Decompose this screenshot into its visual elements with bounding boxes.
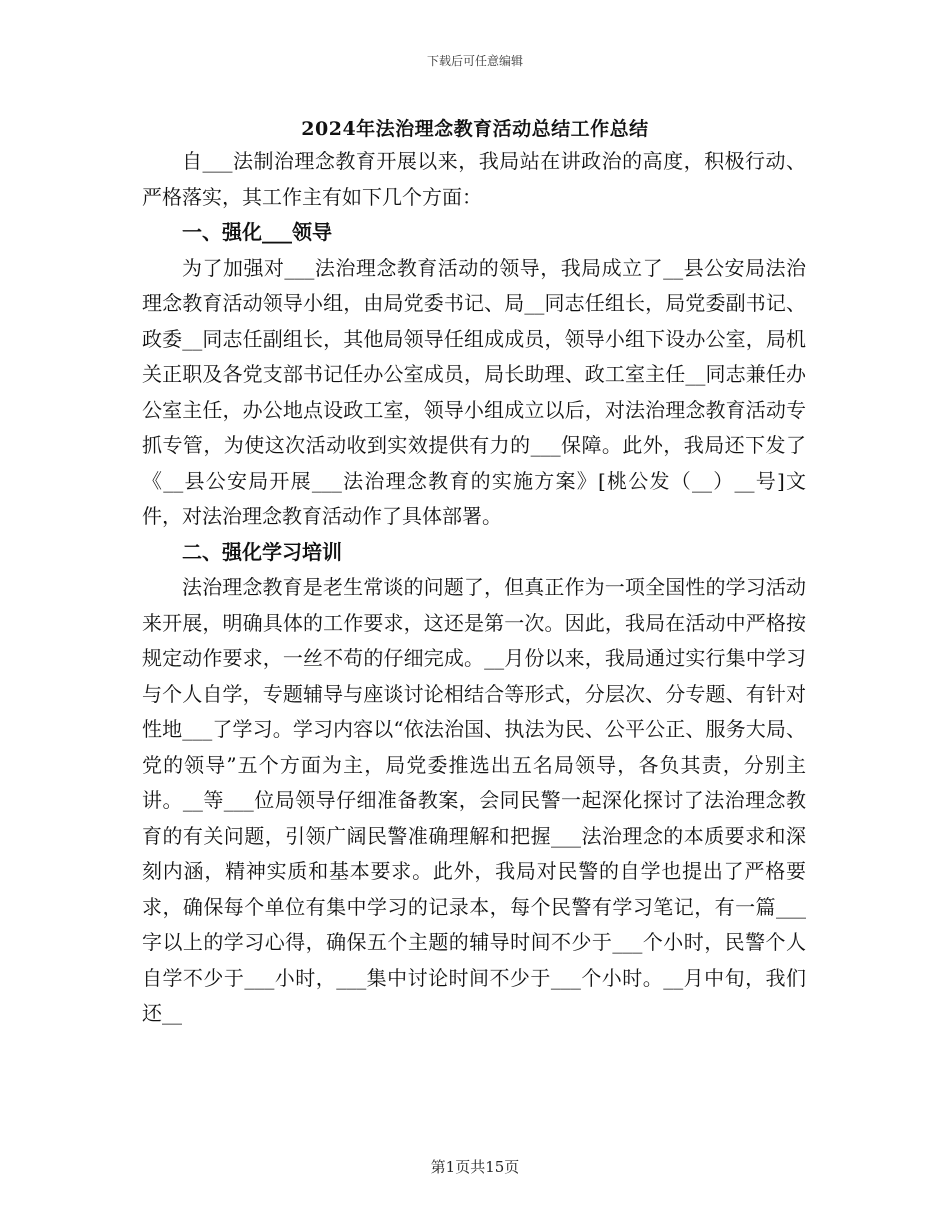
section-body-1: 为了加强对___法治理念教育活动的领导，我局成立了__县公安局法治理念教育活动领导小组，由局党委书记、局__同志任组长，局党委副书记、政委__同志任副组长，其他局领导任组成成员，领导小组下设办公室，局机关正职及各党支部书记任办公室成员，局长助理、政工室主任__同志兼任办公室主任，办公地点设政工室，领导小组成立以后，对法治理念教育活动专抓专管，为使这次活动收到实效提供有力的___保障。此外，我局还下发了《__县公安局开展___法治理念教育的实施方案》[桃公发（__）__号]文件，对法治理念教育活动作了具体部署。 (142, 255, 806, 528)
page-number-footer: 第1页共15页 (430, 1158, 520, 1176)
section-body-2: 法治理念教育是老生常谈的问题了，但真正作为一项全国性的学习活动来开展，明确具体的工作要求，这还是第一次。因此，我局在活动中严格按规定动作要求，一丝不苟的仔细完成。__月份以来，我局通过实行集中学习与个人自学，专题辅导与座谈讨论相结合等形式，分层次、分专题、有针对性地___了学习。学习内容以“依法治国、执法为民、公平公正、服务大局、党的领导”五个方面为主，局党委推选出五名局领导，各负其责，分别主讲。__等___位局领导仔细准备教案，会同民警一起深化探讨了法治理念教育的有关问题，引领广阔民警准确理解和把握___法治理念的本质要求和深刻内涵，精神实质和基本要求。此外，我局对民警的自学也提出了严格要求，确保每个单位有集中学习的记录本，每个民警有学习笔记，有一篇___字以上的学习心得，确保五个主题的辅导时间不少于___个小时，民警个人自学不少于___小时，___集中讨论时间不少于___个小时。__月中旬，我们还__ (142, 575, 806, 1025)
intro-paragraph: 自___法制治理念教育开展以来，我局站在讲政治的高度，积极行动、严格落实，其工作主有如下几个方面： (142, 149, 806, 209)
document-body (142, 144, 806, 1032)
document-title: 2024年法治理念教育活动总结工作总结 (301, 118, 649, 140)
section-heading-2: 二、强化学习培训 (182, 539, 342, 564)
page-header-note: 下载后可任意编辑 (426, 54, 523, 68)
section-heading-1: 一、强化___领导 (182, 220, 332, 244)
